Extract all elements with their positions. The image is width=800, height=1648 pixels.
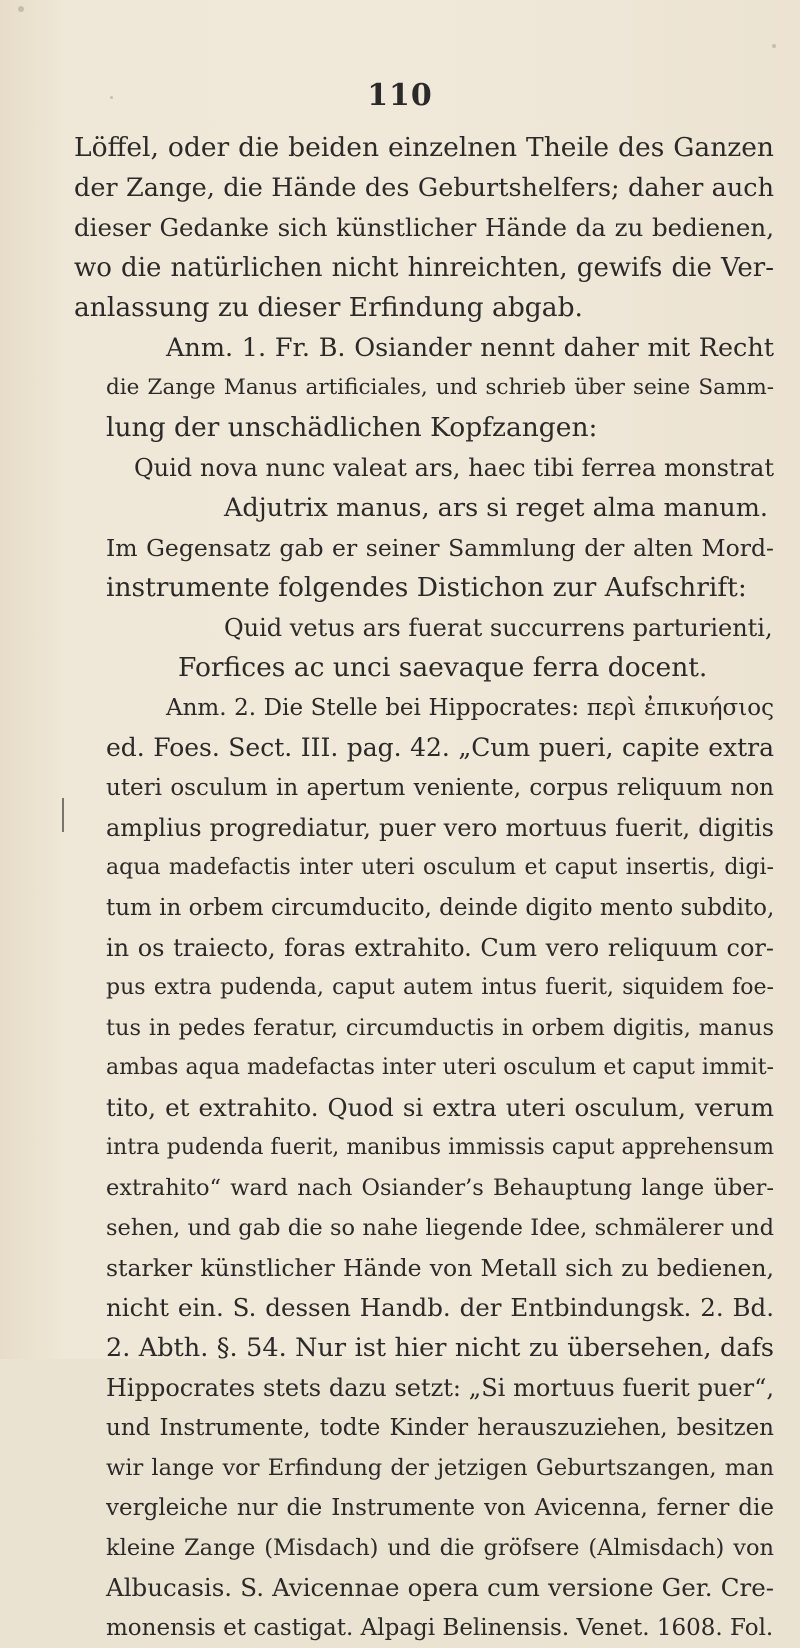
- text-line: wir lange vor Erfindung der jetzigen Geburtszangen, man: [106, 1455, 774, 1481]
- text-line: 2. Abth. §. 54. Nur ist hier nicht zu übersehen, dafs: [106, 1333, 774, 1363]
- note-heading: Anm. 2. Die Stelle bei Hippocrates: περὶ ἐπικυήσιος: [166, 695, 774, 721]
- text-line: extrahito“ ward nach Osiander’s Behauptung lange über-: [106, 1175, 774, 1201]
- text-line: monensis et castigat. Alpagi Belinensis. Venet. 1608. Fol.: [106, 1615, 774, 1641]
- text-line: vergleiche nur die Instrumente von Avicenna, ferner die: [106, 1495, 774, 1521]
- text-line: und Instrumente, todte Kinder herauszuziehen, besitzen: [106, 1415, 774, 1441]
- text-line: tus in pedes feratur, circumductis in orbem digitis, manus: [106, 1015, 774, 1041]
- text-line: amplius progrediatur, puer vero mortuus fuerit, digitis: [106, 814, 774, 842]
- body-text: [74, 128, 774, 1648]
- text-line: uteri osculum in apertum veniente, corpus reliquum non: [106, 775, 774, 801]
- text-line: aqua madefactis inter uteri osculum et caput insertis, digi-: [106, 855, 774, 880]
- text-line: wo die natürlichen nicht hinreichten, gewifs die Ver-: [74, 253, 774, 283]
- text-line: in os traiecto, foras extrahito. Cum vero reliquum cor-: [106, 934, 774, 962]
- verse-line: Adjutrix manus, ars si reget alma manum.: [224, 493, 769, 523]
- text-line: tum in orbem circumducito, deinde digito mento subdito,: [106, 895, 774, 921]
- text-line: Im Gegensatz gab er seiner Sammlung der alten Mord-: [106, 534, 774, 562]
- text-line: ambas aqua madefactas inter uteri osculum et caput immit-: [106, 1055, 774, 1080]
- page-number: 110: [367, 78, 433, 113]
- verse-line: Forfices ac unci saevaque ferra docent.: [178, 652, 708, 683]
- margin-mark: [62, 798, 64, 832]
- note-heading: Anm. 1. Fr. B. Osiander nennt daher mit Recht: [166, 333, 774, 363]
- text-line: anlassung zu dieser Erfindung abgab.: [74, 292, 583, 323]
- verse-line: Quid vetus ars fuerat succurrens parturienti,: [224, 614, 773, 642]
- text-line: starker künstlicher Hände von Metall sich zu bedienen,: [106, 1254, 774, 1282]
- text-line: dieser Gedanke sich künstlicher Hände da zu bedienen,: [74, 213, 774, 242]
- text-line: ed. Foes. Sect. III. pag. 42. „Cum pueri, capite extra: [106, 733, 774, 762]
- text-line: sehen, und gab die so nahe liegende Idee, schmälerer und: [106, 1215, 774, 1241]
- text-line: Albucasis. S. Avicennae opera cum versione Ger. Cre-: [106, 1573, 774, 1602]
- text-line: der Zange, die Hände des Geburtshelfers; daher auch: [74, 173, 774, 203]
- verse-line: Quid nova nunc valeat ars, haec tibi ferrea monstrat: [134, 454, 774, 482]
- text-line: lung der unschädlichen Kopfzangen:: [106, 412, 598, 443]
- text-line: Hippocrates stets dazu setzt: „Si mortuus fuerit puer“,: [106, 1374, 774, 1402]
- text-line: intra pudenda fuerit, manibus immissis caput apprehensum: [106, 1135, 774, 1160]
- text-line: kleine Zange (Misdach) und die gröfsere (Almisdach) von: [106, 1535, 774, 1561]
- text-line: die Zange Manus artificiales, und schrieb über seine Samm-: [106, 375, 774, 400]
- paper-speck: [18, 6, 24, 12]
- text-line: Löffel, oder die beiden einzelnen Theile des Ganzen: [74, 132, 774, 163]
- text-line: tito, et extrahito. Quod si extra uteri osculum, verum: [106, 1093, 774, 1122]
- paper-speck: [772, 44, 776, 48]
- text-line: pus extra pudenda, caput autem intus fuerit, siquidem foe-: [106, 975, 774, 1000]
- text-line: instrumente folgendes Distichon zur Aufschrift:: [106, 572, 747, 603]
- text-line: nicht ein. S. dessen Handb. der Entbindungsk. 2. Bd.: [106, 1293, 774, 1322]
